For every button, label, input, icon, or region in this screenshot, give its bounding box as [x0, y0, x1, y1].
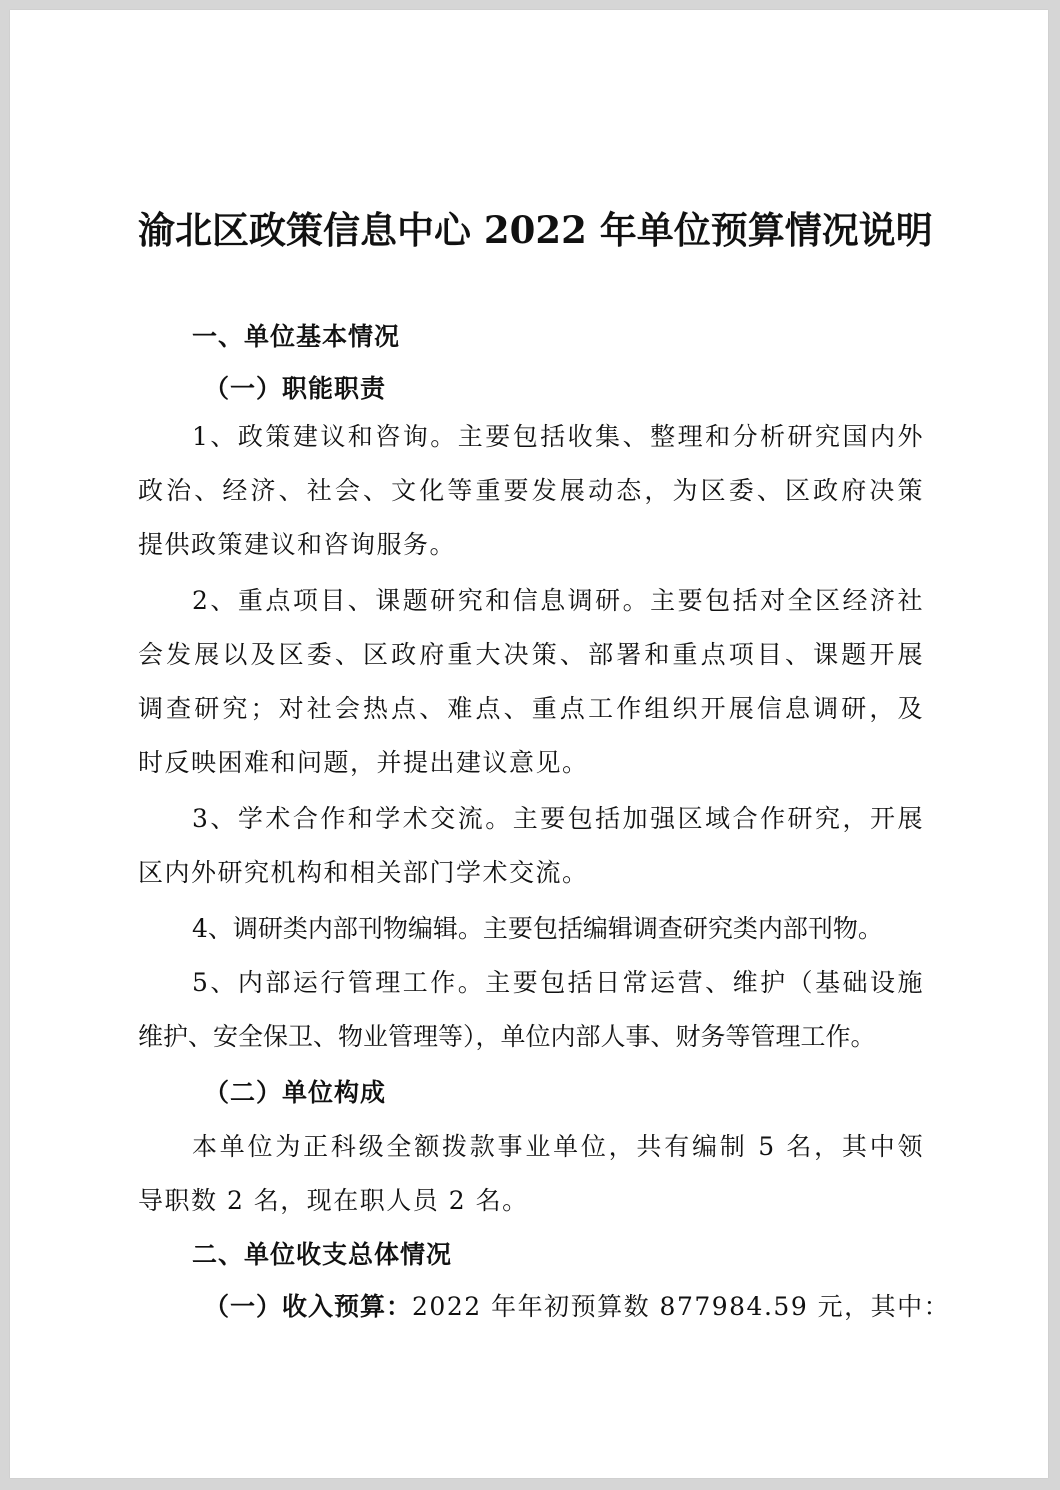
subsection-heading-duties: （一）职能职责: [204, 374, 387, 403]
paragraph-line: 5、内部运行管理工作。主要包括日常运营、维护（基础设施: [192, 968, 924, 997]
document-page: [10, 10, 1048, 1478]
paragraph-line: 本单位为正科级全额拨款事业单位，共有编制 5 名，其中领: [192, 1132, 924, 1161]
paragraph-line: 区内外研究机构和相关部门学术交流。: [138, 858, 589, 887]
paragraph-line: 会发展以及区委、区政府重大决策、部署和重点项目、课题开展: [138, 640, 924, 669]
income-budget-text: 2022 年年初预算数 877984.59 元，其中：: [412, 1292, 951, 1321]
paragraph-line: 3、学术合作和学术交流。主要包括加强区域合作研究，开展: [192, 804, 924, 833]
income-budget-label: （一）收入预算：: [204, 1292, 413, 1321]
paragraph-line: 调查研究；对社会热点、难点、重点工作组织开展信息调研，及: [138, 694, 924, 723]
subsection-heading-composition: （二）单位构成: [204, 1078, 387, 1107]
paragraph-line: 1、政策建议和咨询。主要包括收集、整理和分析研究国内外: [192, 422, 924, 451]
paragraph-line: 2、重点项目、课题研究和信息调研。主要包括对全区经济社: [192, 586, 924, 615]
paragraph-line: 维护、安全保卫、物业管理等），单位内部人事、财务等管理工作。: [138, 1022, 876, 1051]
section-heading-income-expenditure: 二、单位收支总体情况: [192, 1240, 453, 1269]
section-heading-basic-info: 一、单位基本情况: [192, 322, 401, 351]
paragraph-line: 政治、经济、社会、文化等重要发展动态，为区委、区政府决策: [138, 476, 924, 505]
paragraph-line-income-budget: [204, 1292, 950, 1322]
paragraph-line: 提供政策建议和咨询服务。: [138, 530, 457, 559]
paragraph-line: 时反映困难和问题，并提出建议意见。: [138, 748, 589, 777]
paragraph-line: 导职数 2 名，现在职人员 2 名。: [138, 1186, 529, 1215]
paragraph-line: 4、调研类内部刊物编辑。主要包括编辑调查研究类内部刊物。: [192, 914, 883, 943]
document-title: 渝北区政策信息中心 2022 年单位预算情况说明: [138, 208, 933, 252]
